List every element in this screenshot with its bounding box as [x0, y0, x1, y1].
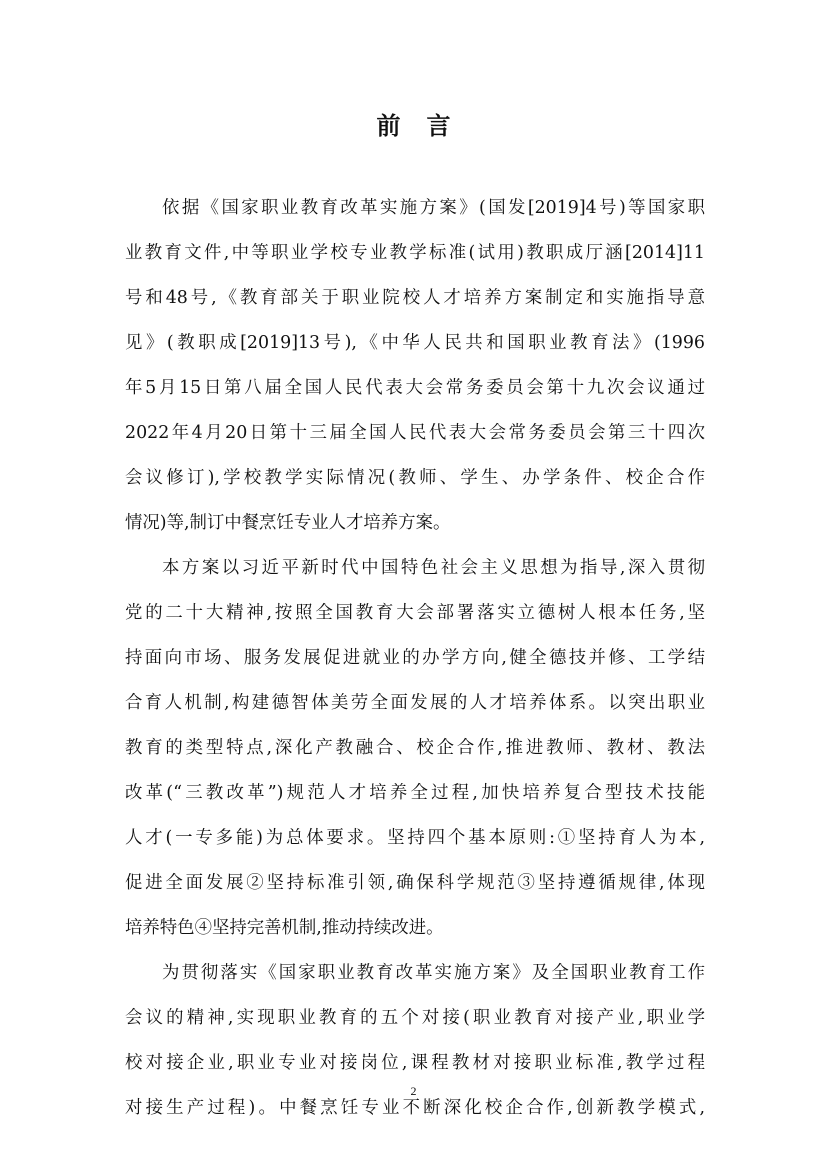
text-line: 对接生产过程)。中餐烹饪专业不断深化校企合作,创新教学模式,: [125, 1098, 705, 1118]
text-line: 人才(一专多能)为总体要求。坚持四个基本原则:①坚持育人为本,: [125, 828, 705, 848]
text-line: 促进全面发展②坚持标准引领,确保科学规范③坚持遵循规律,体现: [125, 873, 705, 893]
text-line: 为贯彻落实《国家职业教育改革实施方案》及全国职业教育工作: [162, 963, 705, 983]
text-line: 会议的精神,实现职业教育的五个对接(职业教育对接产业,职业学: [125, 1008, 705, 1028]
text-line: 校对接企业,职业专业对接岗位,课程教材对接职业标准,教学过程: [125, 1053, 705, 1073]
text-line: 教育的类型特点,深化产教融合、校企合作,推进教师、教材、教法: [125, 738, 705, 758]
text-line: 情况)等,制订中餐烹饪专业人才培养方案。: [125, 513, 451, 533]
text-line: 党的二十大精神,按照全国教育大会部署落实立德树人根本任务,坚: [125, 603, 705, 623]
text-line: 培养特色④坚持完善机制,推动持续改进。: [125, 918, 444, 938]
text-line: 会议修订),学校教学实际情况(教师、学生、办学条件、校企合作: [125, 468, 705, 488]
page-title: 前言: [376, 112, 477, 140]
text-line: 号和48号,《教育部关于职业院校人才培养方案制定和实施指导意: [125, 288, 705, 308]
text-line: 年5月15日第八届全国人民代表大会常务委员会第十九次会议通过: [125, 378, 705, 398]
text-line: 合育人机制,构建德智体美劳全面发展的人才培养体系。以突出职业: [125, 693, 705, 713]
page-number: 2: [410, 1084, 417, 1098]
text-line: 2022年4月20日第十三届全国人民代表大会常务委员会第三十四次: [125, 423, 705, 443]
text-line: 改革(“三教改革”)规范人才培养全过程,加快培养复合型技术技能: [125, 783, 705, 803]
text-line: 见》(教职成[2019]13号),《中华人民共和国职业教育法》(1996: [125, 333, 705, 353]
text-line: 本方案以习近平新时代中国特色社会主义思想为指导,深入贯彻: [162, 558, 705, 578]
text-line: 业教育文件,中等职业学校专业教学标准(试用)教职成厅涵[2014]11: [125, 243, 705, 263]
text-line: 持面向市场、服务发展促进就业的办学方向,健全德技并修、工学结: [125, 648, 705, 668]
text-line: 依据《国家职业教育改革实施方案》(国发[2019]4号)等国家职: [162, 198, 705, 218]
